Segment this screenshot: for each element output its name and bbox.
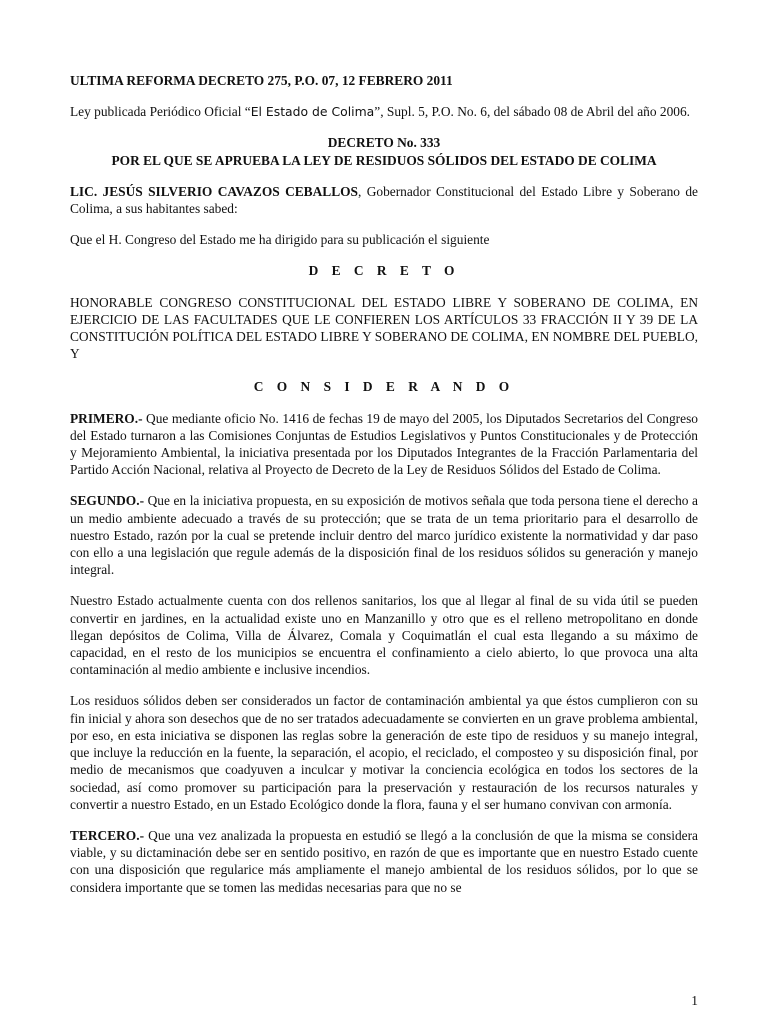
publication-suffix: ”, Supl. 5, P.O. No. 6, del sábado 08 de Abril del año 2006. [374,104,691,120]
governor-text: , Gobernador Constitucional del Estado Libre y Soberano de Colima, a sus habitantes sabed: [70,183,698,217]
decree-heading [70,134,698,168]
paragraph-tercero [70,827,698,896]
governor-name: LIC. JESÚS SILVERIO CAVAZOS CEBALLOS [70,183,358,199]
primero-lead: PRIMERO.- [70,410,143,426]
governor-paragraph [70,183,698,217]
considerando-heading: C O N S I D E R A N D O [253,379,515,395]
segundo-lead: SEGUNDO.- [70,493,145,509]
page-number: 1 [691,993,698,1008]
segundo-text: Que en la iniciativa propuesta, en su exposición de motivos señala que toda persona tiene el derecho a un medio ambiente adecuado a través de su protección; que se trata de un tema prioritario para el desarrollo de nuestro Estado, razón por la cual se pretende incluir dentro del marco jurídico existente la normatividad y dar paso con ello a una legislación que regule además de la disposición final de los residuos sólidos su generación y manejo integral. [70,493,698,578]
publication-note [70,103,698,120]
primero-text: Que mediante oficio No. 1416 de fechas 19 de mayo del 2005, los Diputados Secretarios del Congreso del Estado turnaron a las Comisiones Conjuntas de Estudios Legislativos y Puntos Constitucionales y de Protección y Mejoramiento Ambiental, la iniciativa presentada por los Diputados Integrantes de la Fracción Parlamentaria del Partido Acción Nacional, relativa al Proyecto de Decreto de la Ley de Residuos Sólidos del Estado de Colima. [70,410,698,478]
last-reform-line: ULTIMA REFORMA DECRETO 275, P.O. 07, 12 FEBRERO 2011 [70,73,453,88]
decreto-heading: D E C R E T O [308,263,460,279]
intro-paragraph: Que el H. Congreso del Estado me ha dirigido para su publicación el siguiente [70,232,490,248]
newspaper-name: El Estado de Colima [250,104,375,120]
tercero-lead: TERCERO.- [70,827,145,843]
congress-paragraph: HONORABLE CONGRESO CONSTITUCIONAL DEL ESTADO LIBRE Y SOBERANO DE COLIMA, EN EJERCICIO DE LAS FACULTADES QUE LE CONFIEREN LOS ARTÍCULOS 33 FRACCIÓN II Y 39 DE LA CONSTITUCIÓN POLÍTICA DEL ESTADO LIBRE Y SOBERANO DE COLIMA, EN NOMBRE DEL PUEBLO, Y [70,294,698,362]
publication-prefix: Ley publicada Periódico Oficial “ [70,104,251,120]
paragraph-rellenos: Nuestro Estado actualmente cuenta con dos rellenos sanitarios, los que al llegar al final de su vida útil se pueden convertir en jardines, en la actualidad existe uno en Manzanillo y otro que es el relleno metropolitano en donde llegan depósitos de Colima, Villa de Álvarez, Comala y Coquimatlán el cual esta llegando a su máximo de capacidad, en el resto de los municipios se encuentra el confinamiento a cielo abierto, lo que provoca una alta contaminación al medio ambiente e inclusive incendios. [70,593,698,678]
document-body [70,72,698,896]
tercero-text: Que una vez analizada la propuesta en estudió se llegó a la conclusión de que la misma se considera viable, y su dictaminación debe ser en sentido positivo, en razón de que es importante que en nuestro Estado cuente con una disposición que regularice más ampliamente el manejo ambiental de los residuos sólidos, por lo que se considera importante que se tomen las medidas necesarias para que no se [70,827,698,895]
decree-title: POR EL QUE SE APRUEBA LA LEY DE RESIDUOS SÓLIDOS DEL ESTADO DE COLIMA [111,152,657,168]
decree-number: DECRETO No. 333 [327,135,441,151]
paragraph-primero [70,410,698,479]
paragraph-residuos: Los residuos sólidos deben ser considerados un factor de contaminación ambiental ya que éstos cumplieron con su fin inicial y ahora son desechos que de no ser tratados adecuadamente se convierten en un grave problema ambiental, por eso, en esta iniciativa se disponen las reglas sobre la generación de este tipo de residuos y su manejo integral, que incluye la reducción en la fuente, la separación, el acopio, el reciclado, el composteo y su disposición final, por medio de mecanismos que coadyuven a inculcar y motivar la conciencia ecológica en todos los sectores de la sociedad, así como promover su participación para la preservación y restauración de los recursos naturales y convertir a nuestro Estado, en un Estado Ecológico donde la flora, fauna y el ser humano convivan con armonía. [70,693,698,812]
paragraph-segundo [70,492,698,578]
